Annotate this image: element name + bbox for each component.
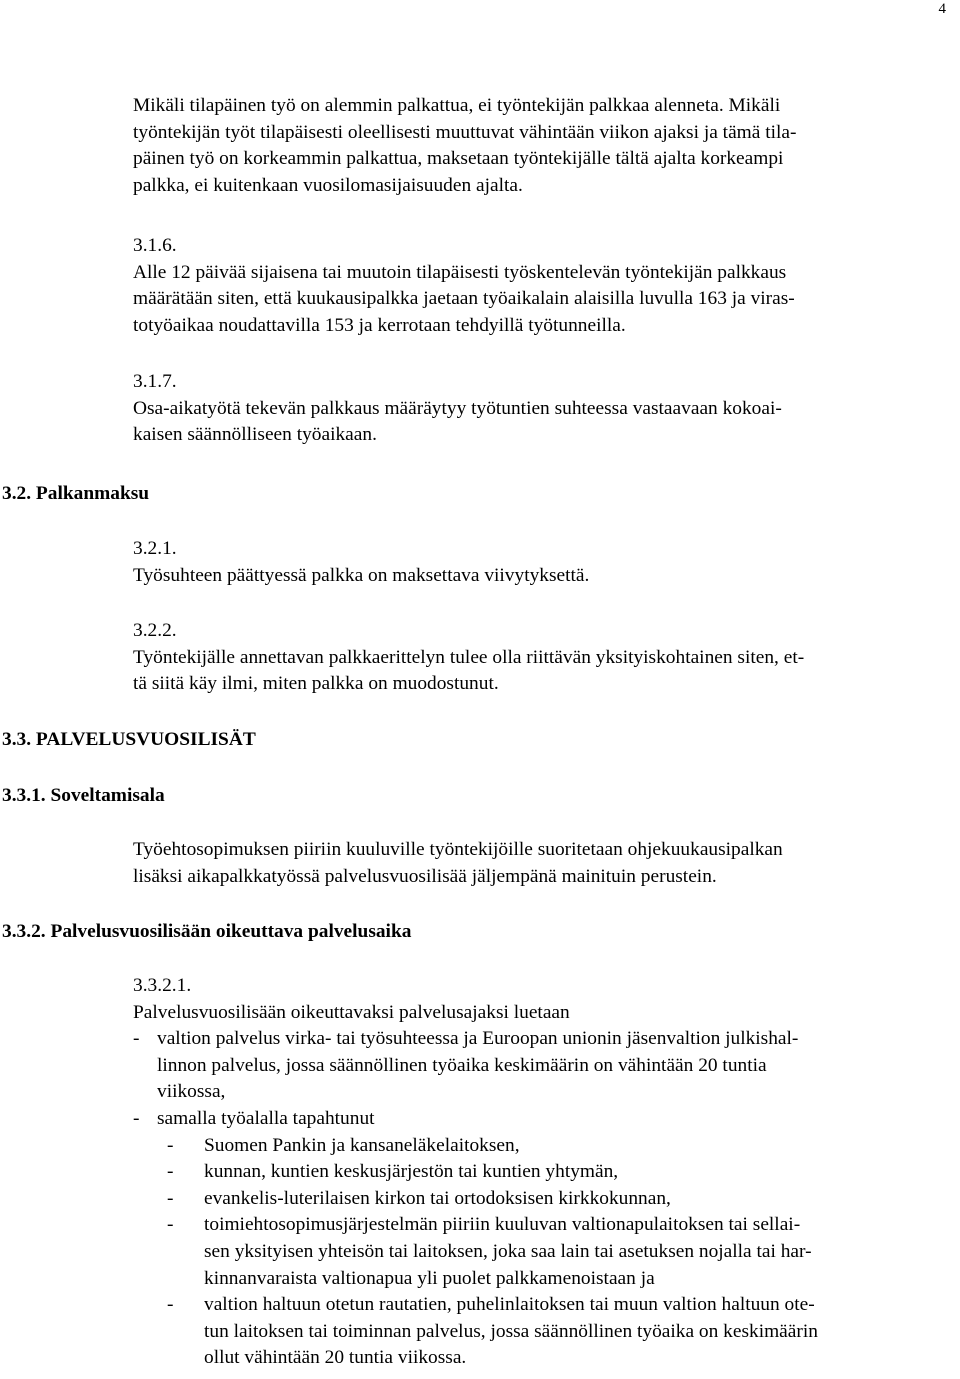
text-line: evankelis-luterilaisen kirkon tai ortodoksisen kirkkokunnan,	[204, 1187, 671, 1209]
text-line: työntekijän työt tilapäisesti oleellisesti muuttuvat vähintään viikon ajaksi ja tämä tila-	[133, 121, 797, 143]
sub-list-item	[167, 1159, 818, 1186]
text-line: sen yksityisen yhteisön tai laitoksen, joka saa lain tai asetuksen nojalla tai har-	[204, 1240, 812, 1262]
clause-3-1-7	[133, 369, 782, 449]
sub-list-item	[167, 1212, 818, 1292]
list-dash: -	[167, 1214, 174, 1236]
text-line: Työsuhteen päättyessä palkka on maksettava viivytyksettä.	[133, 564, 590, 586]
list-item	[133, 1106, 818, 1372]
list-dash: -	[167, 1294, 174, 1316]
text-line: tun laitoksen tai toiminnan palvelus, jossa säännöllinen työaika on keskimäärin	[204, 1320, 818, 1342]
section-heading-3-3-2: 3.3.2. Palvelusvuosilisään oikeuttava palvelusaika	[2, 921, 412, 942]
intro-paragraph	[133, 93, 796, 199]
clause-3-2-1	[133, 536, 589, 589]
text-line: valtion haltuun otetun rautatien, puhelinlaitoksen tai muun valtion haltuun ote-	[204, 1294, 815, 1316]
sub-list-item	[167, 1186, 818, 1213]
section-heading-3-3-1: 3.3.1. Soveltamisala	[2, 785, 165, 806]
text-line: toimiehtosopimusjärjestelmän piiriin kuuluvan valtionapulaitoksen tai sellai-	[204, 1214, 801, 1236]
sub-list-item	[167, 1292, 818, 1372]
text-line: lisäksi aikapalkkatyössä palvelusvuosilisää jäljempänä mainituin perustein.	[133, 865, 717, 887]
clause-number: 3.2.2.	[133, 620, 177, 641]
text-line: kaisen säännölliseen työaikaan.	[133, 424, 377, 446]
section-heading-3-2: 3.2. Palkanmaksu	[2, 483, 150, 504]
clause-number: 3.1.6.	[133, 235, 177, 256]
clause-lead: Palvelusvuosilisään oikeuttavaksi palvelusajaksi luetaan	[133, 1001, 570, 1023]
clause-number: 3.1.7.	[133, 371, 177, 392]
list-dash: -	[167, 1134, 174, 1156]
text-line: linnon palvelus, jossa säännöllinen työaika keskimäärin on vähintään 20 tuntia	[157, 1054, 767, 1076]
section-heading-3-3: 3.3. PALVELUSVUOSILISÄT	[2, 729, 256, 750]
text-line: samalla työalalla tapahtunut	[157, 1107, 375, 1129]
list-item	[133, 1026, 818, 1106]
clause-3-3-2-1	[133, 973, 818, 1372]
text-line: kinnanvaraista valtionapua yli puolet palkkamenoistaan ja	[204, 1267, 655, 1289]
text-line: Mikäli tilapäinen työ on alemmin palkattua, ei työntekijän palkkaa alenneta. Mikäli	[133, 95, 781, 116]
text-line: valtion palvelus virka- tai työsuhteessa ja Euroopan unionin jäsenvaltion julkishal-	[157, 1028, 799, 1050]
text-line: palkka, ei kuitenkaan vuosilomasijaisuuden ajalta.	[133, 174, 523, 196]
text-line: ollut vähintään 20 tuntia viikossa.	[204, 1347, 467, 1369]
text-line: Työehtosopimuksen piiriin kuuluville työntekijöille suoritetaan ohjekuukausipalkan	[133, 839, 783, 860]
text-line: kunnan, kuntien keskusjärjestön tai kuntien yhtymän,	[204, 1161, 619, 1183]
text-line: määrätään siten, että kuukausipalkka jaetaan työaikalain alaisilla luvulla 163 ja viras-	[133, 288, 795, 310]
list-dash: -	[167, 1161, 174, 1183]
clause-3-2-2	[133, 618, 804, 698]
text-line: Työntekijälle annettavan palkkaerittelyn tulee olla riittävän yksityiskohtainen siten, et-	[133, 646, 805, 668]
text-line: totyöaikaa noudattavilla 153 ja kerrotaan tehdyillä työtunneilla.	[133, 314, 626, 336]
sub-list	[133, 1133, 818, 1372]
list-dash: -	[133, 1028, 140, 1050]
sub-list-item	[167, 1133, 818, 1160]
text-line: tä siitä käy ilmi, miten palkka on muodostunut.	[133, 673, 499, 695]
paragraph-3-3-1	[133, 837, 783, 890]
clause-number: 3.2.1.	[133, 538, 177, 559]
text-line: Alle 12 päivää sijaisena tai muutoin tilapäisesti työskentelevän työntekijän palkkaus	[133, 261, 787, 283]
text-line: viikossa,	[157, 1081, 226, 1103]
clause-number: 3.3.2.1.	[133, 975, 192, 996]
text-line: Suomen Pankin ja kansaneläkelaitoksen,	[204, 1134, 520, 1156]
list-dash: -	[167, 1187, 174, 1209]
page-number: 4	[938, 1, 946, 17]
list-dash: -	[133, 1107, 140, 1129]
clause-3-1-6	[133, 233, 795, 339]
text-line: Osa-aikatyötä tekevän palkkaus määräytyy työtuntien suhteessa vastaavaan kokoai-	[133, 397, 782, 419]
text-line: päinen työ on korkeammin palkattua, maksetaan työntekijälle tältä ajalta korkeampi	[133, 148, 784, 170]
